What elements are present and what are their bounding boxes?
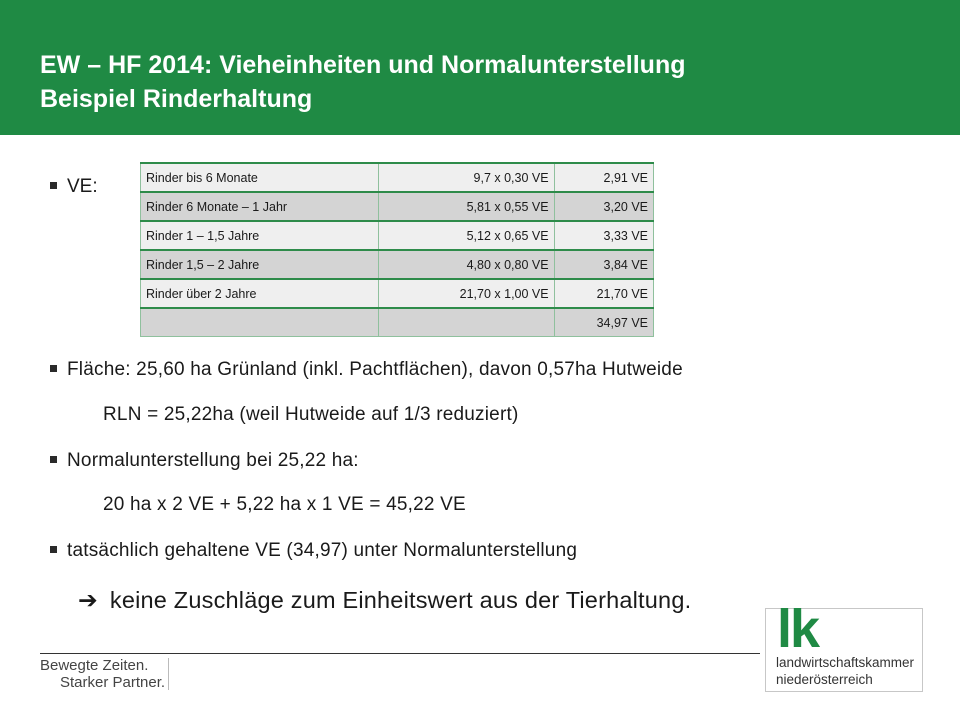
- title-line-1: EW – HF 2014: Vieheinheiten und Normalunterstellung: [40, 51, 686, 79]
- table-cell: Rinder 6 Monate – 1 Jahr: [141, 192, 379, 221]
- title-banner: [0, 0, 960, 135]
- table-cell: 3,33 VE: [554, 221, 653, 250]
- title-line-2: Beispiel Rinderhaltung: [40, 85, 313, 113]
- table-cell: 3,84 VE: [554, 250, 653, 279]
- table-cell: 9,7 x 0,30 VE: [378, 163, 554, 192]
- slogan-line-2: Starker Partner.: [60, 674, 166, 691]
- bullet-square-icon: [50, 182, 57, 189]
- table-cell: [378, 308, 554, 337]
- logo-line-2: niederösterreich: [776, 672, 873, 687]
- table-cell: Rinder 1,5 – 2 Jahre: [141, 250, 379, 279]
- slogan-line-1: Bewegte Zeiten.: [40, 657, 149, 674]
- logo-text: [776, 654, 914, 688]
- slogan: [40, 657, 165, 691]
- logo-line-1: landwirtschaftskammer: [776, 655, 915, 670]
- lk-logo-icon: lk: [777, 599, 819, 659]
- tatsaechlich-text: tatsächlich gehaltene VE (34,97) unter Normalunterstellung: [67, 540, 578, 561]
- bullet-ve: [50, 176, 98, 198]
- flaeche-text: Fläche: 25,60 ha Grünland (inkl. Pachtflächen), davon 0,57ha Hutweide: [67, 359, 683, 380]
- table-row: [141, 279, 654, 308]
- bullet-square-icon: [50, 456, 57, 463]
- table-cell: 21,70 x 1,00 VE: [378, 279, 554, 308]
- table-row: [141, 250, 654, 279]
- slide-title: [40, 48, 685, 116]
- table-row-total: [141, 308, 654, 337]
- table-row: [141, 192, 654, 221]
- table-row: [141, 163, 654, 192]
- bullet-flaeche: [50, 359, 683, 381]
- table-cell: Rinder bis 6 Monate: [141, 163, 379, 192]
- table-cell: Rinder über 2 Jahre: [141, 279, 379, 308]
- table-cell: [141, 308, 379, 337]
- total-cell: 34,97 VE: [554, 308, 653, 337]
- conclusion-text: keine Zuschläge zum Einheitswert aus der Tierhaltung.: [109, 587, 692, 613]
- bullet-tatsaechlich: [50, 540, 577, 562]
- bullet-square-icon: [50, 365, 57, 372]
- table-cell: Rinder 1 – 1,5 Jahre: [141, 221, 379, 250]
- table-row: [141, 221, 654, 250]
- bullet-normalunterstellung: [50, 450, 359, 472]
- table-cell: 3,20 VE: [554, 192, 653, 221]
- normal-text: Normalunterstellung bei 25,22 ha:: [67, 450, 359, 471]
- bullet-square-icon: [50, 546, 57, 553]
- table-cell: 5,81 x 0,55 VE: [378, 192, 554, 221]
- table-cell: 4,80 x 0,80 VE: [378, 250, 554, 279]
- ve-label: VE:: [67, 176, 98, 197]
- conclusion: [78, 586, 691, 614]
- footer-divider: [40, 653, 760, 654]
- right-arrow-icon: ➔: [78, 587, 98, 613]
- ve-table: [140, 162, 654, 337]
- table-cell: 2,91 VE: [554, 163, 653, 192]
- rln-text: RLN = 25,22ha (weil Hutweide auf 1/3 reduziert): [103, 404, 519, 425]
- calc-text: 20 ha x 2 VE + 5,22 ha x 1 VE = 45,22 VE: [103, 494, 466, 515]
- table-cell: 5,12 x 0,65 VE: [378, 221, 554, 250]
- table-cell: 21,70 VE: [554, 279, 653, 308]
